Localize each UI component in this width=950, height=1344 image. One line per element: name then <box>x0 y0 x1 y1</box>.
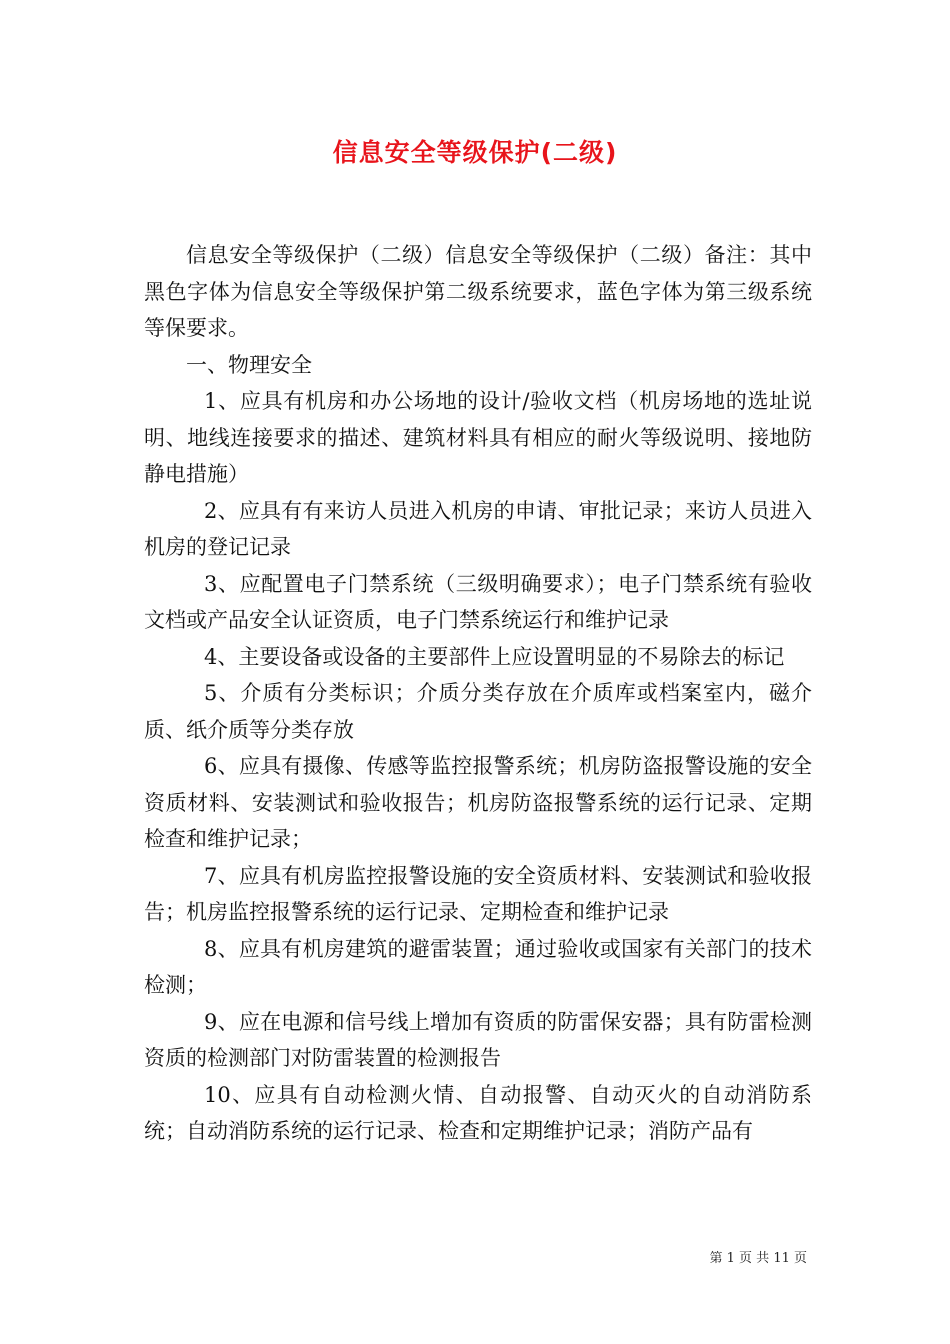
list-item: 2、应具有有来访人员进入机房的申请、审批记录；来访人员进入机房的登记记录 <box>144 498 812 559</box>
list-item: 7、应具有机房监控报警设施的安全资质材料、安装测试和验收报告；机房监控报警系统的运行记录、定期检查和维护记录 <box>144 863 812 924</box>
section-heading: 一、物理安全 <box>186 352 312 377</box>
document-body <box>144 237 812 1150</box>
list-item: 5、介质有分类标识；介质分类存放在介质库或档案室内，磁介质、纸介质等分类存放 <box>144 681 812 742</box>
list-item: 10、应具有自动检测火情、自动报警、自动灭火的自动消防系统；自动消防系统的运行记录、检查和定期维护记录；消防产品有 <box>144 1082 812 1143</box>
intro-paragraph: 信息安全等级保护（二级）信息安全等级保护（二级）备注：其中黑色字体为信息安全等级保护第二级系统要求，蓝色字体为第三级系统等保要求。 <box>144 243 812 340</box>
list-item: 1、应具有机房和办公场地的设计/验收文档（机房场地的选址说明、地线连接要求的描述、建筑材料具有相应的耐火等级说明、接地防静电措施） <box>144 389 812 486</box>
list-item: 4、主要设备或设备的主要部件上应设置明显的不易除去的标记 <box>204 644 785 669</box>
list-item: 6、应具有摄像、传感等监控报警系统；机房防盗报警设施的安全资质材料、安装测试和验收报告；机房防盗报警系统的运行记录、定期检查和维护记录； <box>144 754 812 851</box>
list-item: 8、应具有机房建筑的避雷装置；通过验收或国家有关部门的技术检测； <box>144 936 812 997</box>
list-item: 3、应配置电子门禁系统（三级明确要求）；电子门禁系统有验收文档或产品安全认证资质，电子门禁系统运行和维护记录 <box>144 571 812 632</box>
document-title: 信息安全等级保护(二级) <box>332 138 618 167</box>
page-number: 第 1 页 共 11 页 <box>709 1251 807 1266</box>
list-item: 9、应在电源和信号线上增加有资质的防雷保安器；具有防雷检测资质的检测部门对防雷装置的检测报告 <box>144 1009 812 1070</box>
